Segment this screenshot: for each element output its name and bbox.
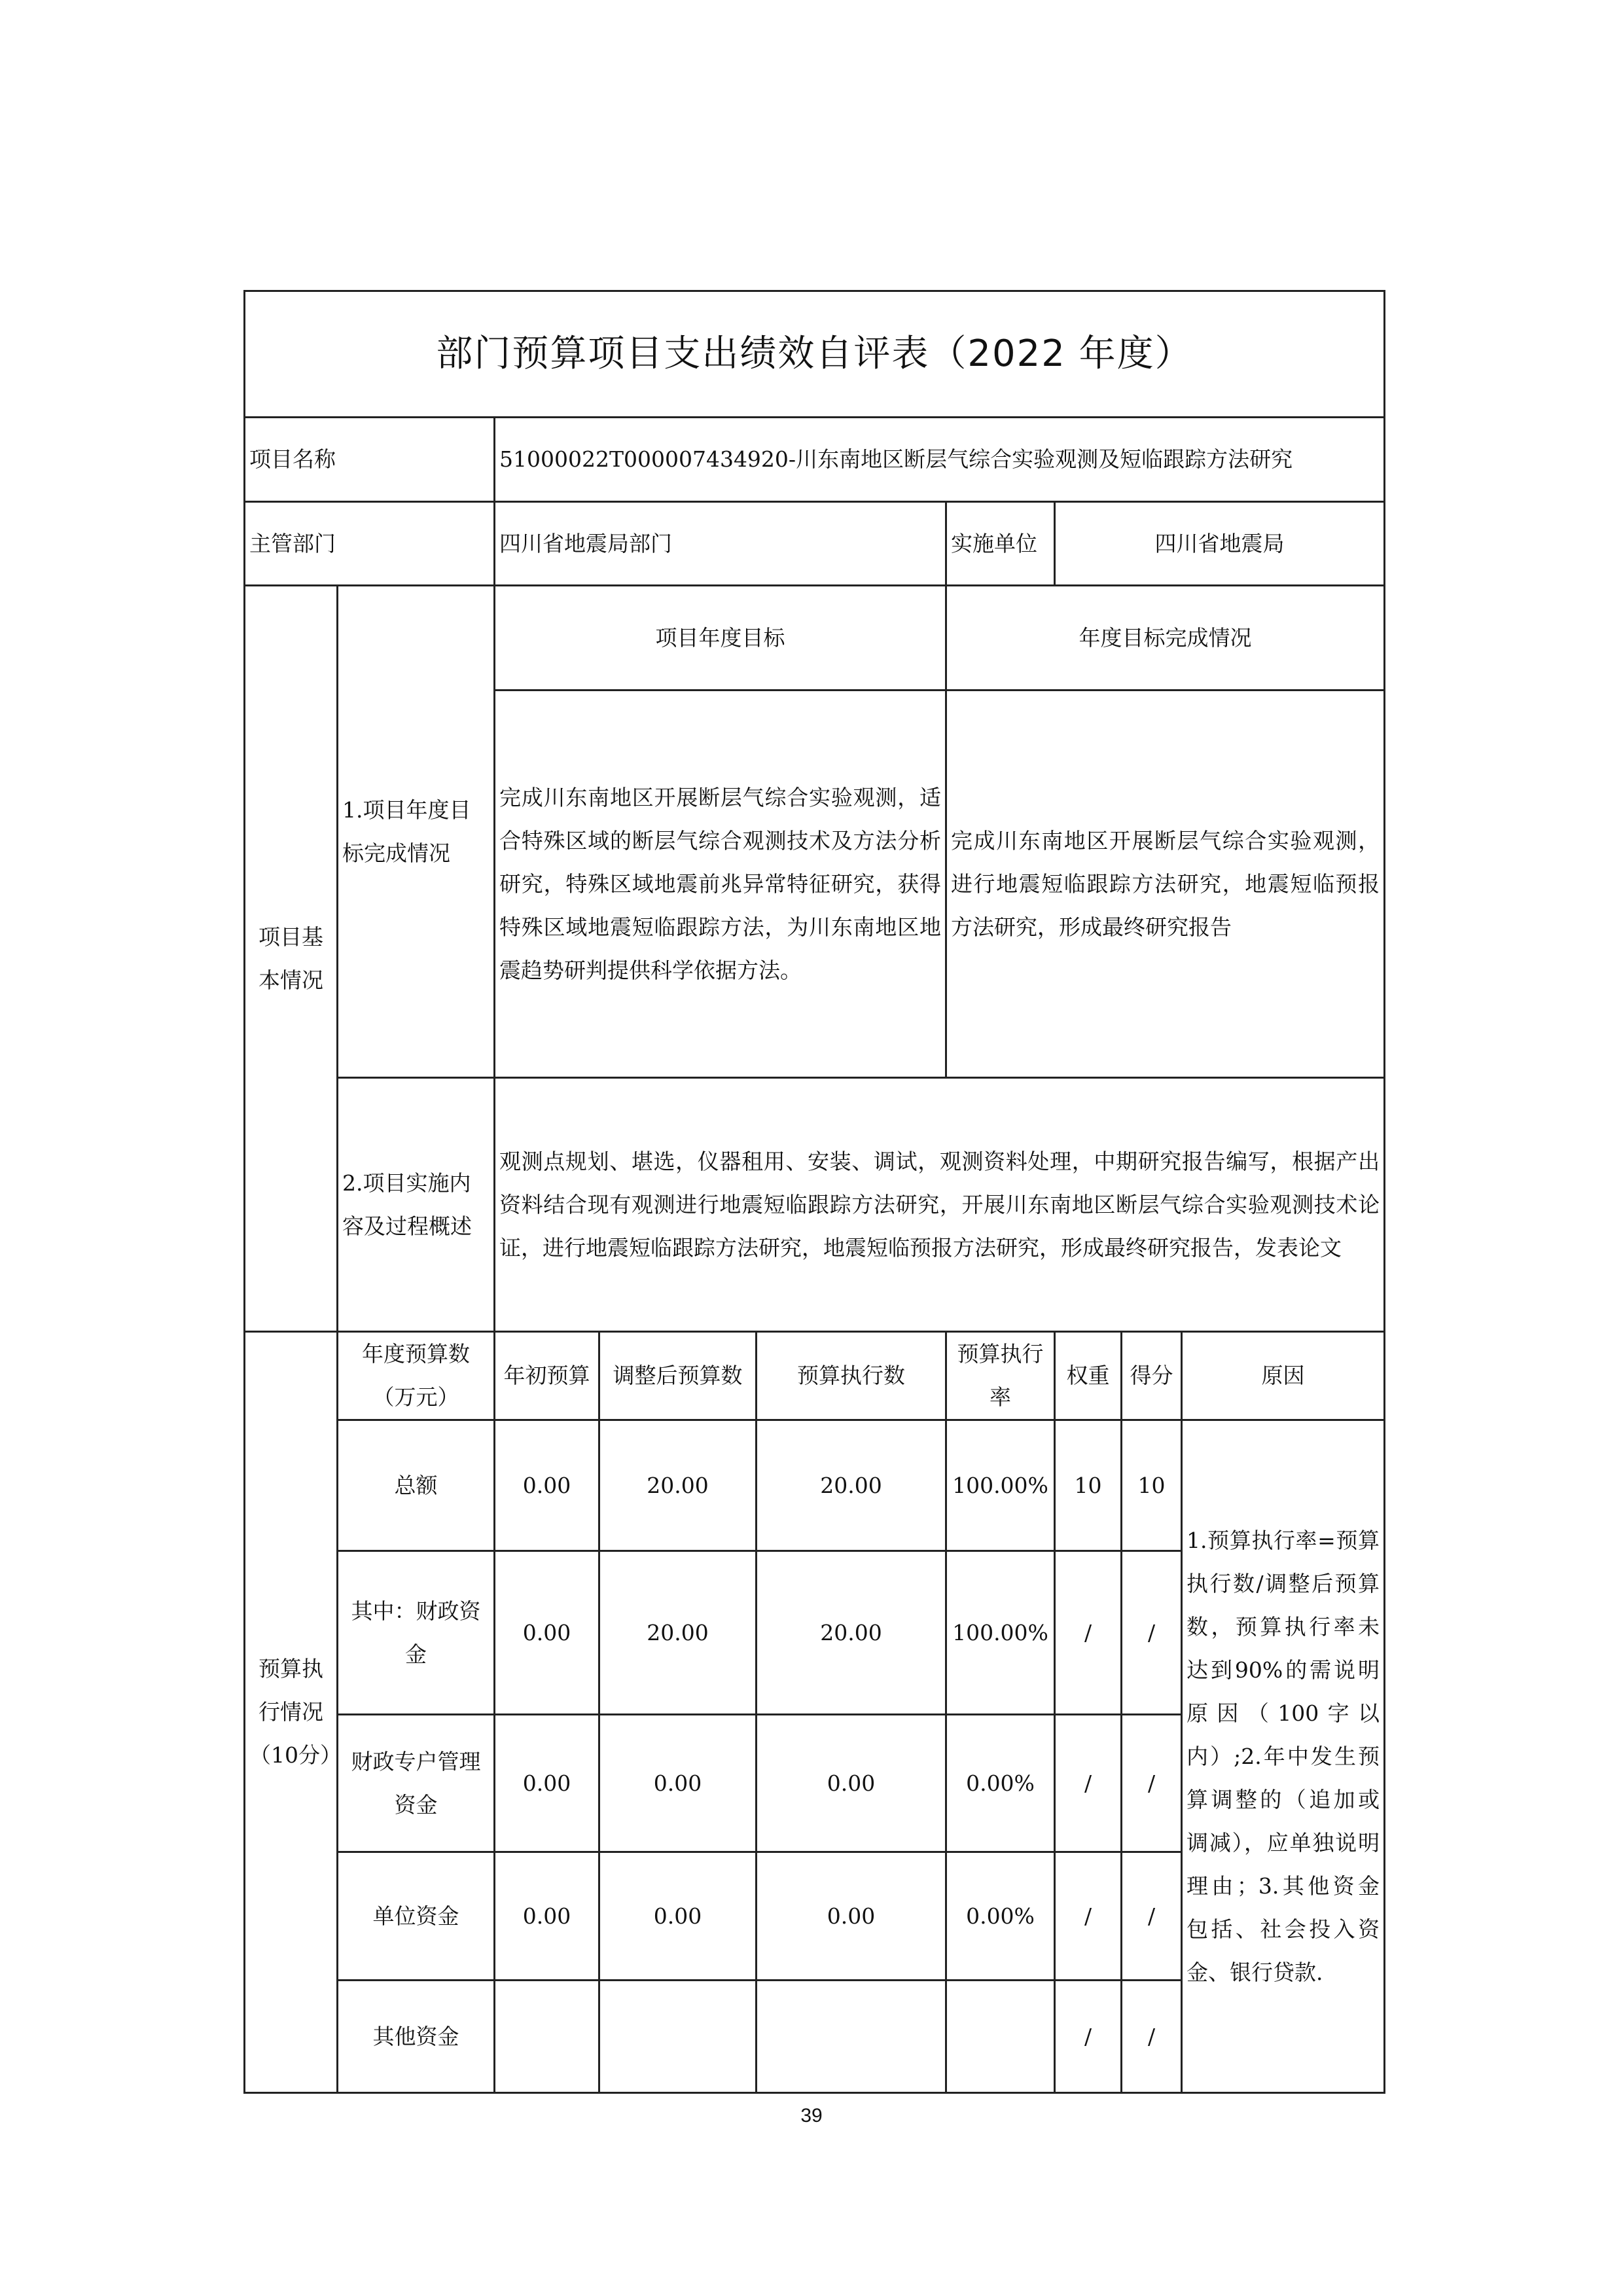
section2-label: 2.项目实施内容及过程概述	[338, 1078, 495, 1332]
impl-unit-value: 四川省地震局	[1055, 502, 1385, 586]
section1-label: 1.项目年度目标完成情况	[338, 586, 495, 1078]
row-total-label: 总额	[338, 1420, 495, 1551]
row-other-label: 其他资金	[338, 1981, 495, 2093]
row-fiscal-executed: 20.00	[757, 1551, 946, 1715]
header-executed: 预算执行数	[757, 1332, 946, 1420]
header-weight: 权重	[1055, 1332, 1122, 1420]
row-other-weight: /	[1055, 1981, 1122, 2093]
row-fiscal-weight: /	[1055, 1551, 1122, 1715]
row-other-adjusted	[599, 1981, 757, 2093]
row-other-rate	[946, 1981, 1055, 2093]
row-other-score: /	[1122, 1981, 1182, 2093]
row-fiscal-rate: 100.00%	[946, 1551, 1055, 1715]
row-unit-label: 单位资金	[338, 1852, 495, 1981]
row-special-executed: 0.00	[757, 1715, 946, 1852]
row-total-score: 10	[1122, 1420, 1182, 1551]
basic-info-label: 项目基本情况	[245, 586, 338, 1332]
row-fiscal-initial: 0.00	[495, 1551, 599, 1715]
row-special-score: /	[1122, 1715, 1182, 1852]
row-unit-initial: 0.00	[495, 1852, 599, 1981]
completion-header: 年度目标完成情况	[946, 586, 1385, 691]
performance-evaluation-table	[243, 290, 1385, 2094]
header-score: 得分	[1122, 1332, 1182, 1420]
row-fiscal-adjusted: 20.00	[599, 1551, 757, 1715]
row-total-weight: 10	[1055, 1420, 1122, 1551]
header-initial-budget: 年初预算	[495, 1332, 599, 1420]
header-reason: 原因	[1182, 1332, 1385, 1420]
budget-execution-label: 预算执行情况（10分）	[245, 1332, 338, 2093]
row-special-label: 财政专户管理资金	[338, 1715, 495, 1852]
annual-goal-text: 完成川东南地区开展断层气综合实验观测，适合特殊区域的断层气综合观测技术及方法分析研究，特殊区域地震前兆异常特征研究，获得特殊区域地震短临跟踪方法，为川东南地区地震趋势研判提供科学依据方法。	[495, 691, 946, 1078]
row-total-adjusted: 20.00	[599, 1420, 757, 1551]
row-other-initial	[495, 1981, 599, 2093]
goal-header: 项目年度目标	[495, 586, 946, 691]
completion-text: 完成川东南地区开展断层气综合实验观测，进行地震短临跟踪方法研究，地震短临预报方法研究，形成最终研究报告	[946, 691, 1385, 1078]
row-fiscal-score: /	[1122, 1551, 1182, 1715]
row-special-adjusted: 0.00	[599, 1715, 757, 1852]
row-unit-weight: /	[1055, 1852, 1122, 1981]
row-fiscal-label: 其中：财政资金	[338, 1551, 495, 1715]
reason-text: 1.预算执行率=预算执行数/调整后预算数，预算执行率未达到90%的需说明原因（100字以内）;2.年中发生预算调整的（追加或调减），应单独说明理由；3.其他资金包括、社会投入资金、银行贷款.	[1182, 1420, 1385, 2093]
row-unit-executed: 0.00	[757, 1852, 946, 1981]
row-total-rate: 100.00%	[946, 1420, 1055, 1551]
row-unit-score: /	[1122, 1852, 1182, 1981]
row-unit-adjusted: 0.00	[599, 1852, 757, 1981]
row-special-initial: 0.00	[495, 1715, 599, 1852]
header-adjusted-budget: 调整后预算数	[599, 1332, 757, 1420]
header-annual-budget: 年度预算数（万元）	[338, 1332, 495, 1420]
header-exec-rate: 预算执行率	[946, 1332, 1055, 1420]
project-name-value: 51000022T000007434920-川东南地区断层气综合实验观测及短临跟踪方法研究	[495, 418, 1385, 502]
row-total-executed: 20.00	[757, 1420, 946, 1551]
form-title: 部门预算项目支出绩效自评表（2022 年度）	[245, 291, 1385, 418]
row-other-executed	[757, 1981, 946, 2093]
row-total-initial: 0.00	[495, 1420, 599, 1551]
dept-label: 主管部门	[245, 502, 495, 586]
row-special-rate: 0.00%	[946, 1715, 1055, 1852]
project-name-label: 项目名称	[245, 418, 495, 502]
section2-text: 观测点规划、堪选，仪器租用、安装、调试，观测资料处理，中期研究报告编写，根据产出资料结合现有观测进行地震短临跟踪方法研究，开展川东南地区断层气综合实验观测技术论证，进行地震短临跟踪方法研究，地震短临预报方法研究，形成最终研究报告，发表论文	[495, 1078, 1385, 1332]
dept-value: 四川省地震局部门	[495, 502, 946, 586]
page-number: 39	[800, 2105, 823, 2126]
impl-unit-label: 实施单位	[946, 502, 1055, 586]
row-unit-rate: 0.00%	[946, 1852, 1055, 1981]
row-special-weight: /	[1055, 1715, 1122, 1852]
